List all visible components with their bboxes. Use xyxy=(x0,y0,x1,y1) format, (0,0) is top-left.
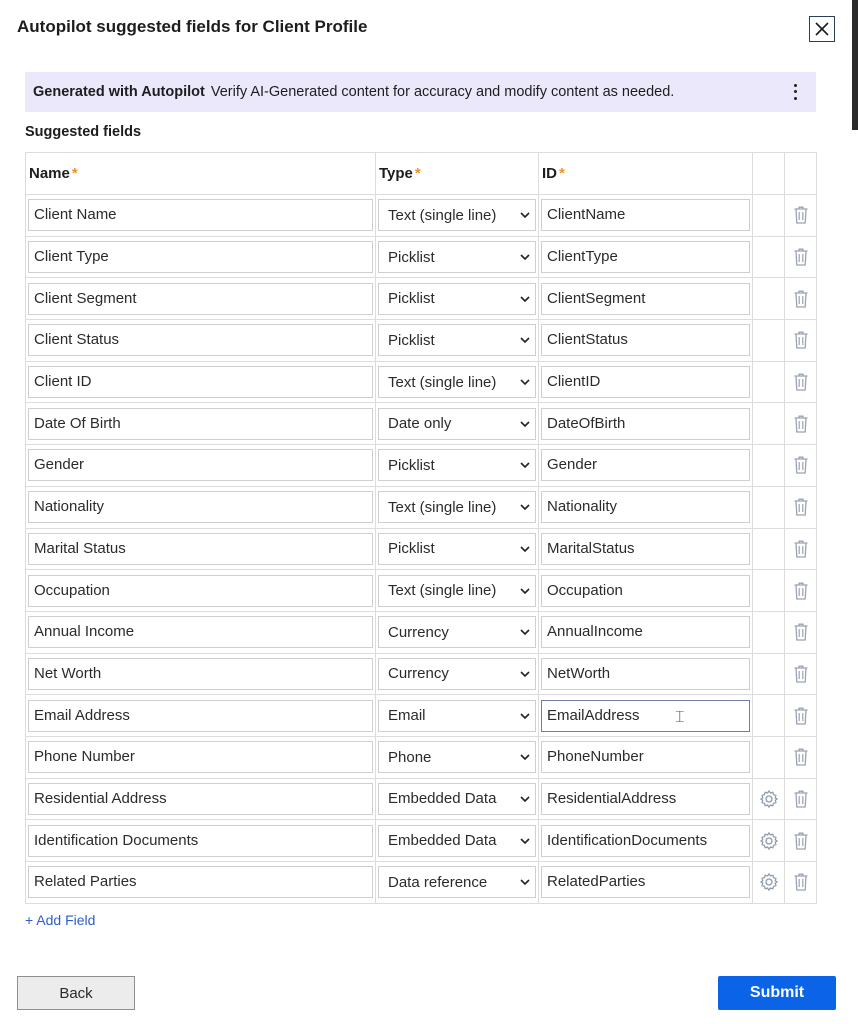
field-type-value: Currency xyxy=(388,623,449,641)
more-options-icon[interactable] xyxy=(788,82,802,102)
chevron-down-icon xyxy=(519,626,531,638)
chevron-down-icon xyxy=(519,334,531,346)
field-type-select[interactable] xyxy=(378,366,536,398)
field-name-input[interactable]: Gender xyxy=(28,449,373,481)
section-label: Suggested fields xyxy=(25,124,142,140)
delete-button[interactable] xyxy=(785,862,817,904)
field-type-value: Text (single line) xyxy=(388,498,497,516)
chevron-down-icon xyxy=(519,251,531,263)
field-name-input[interactable]: Marital Status xyxy=(28,533,373,565)
field-type-select[interactable] xyxy=(378,783,536,815)
trash-icon xyxy=(793,414,809,434)
delete-button[interactable] xyxy=(785,820,817,862)
chevron-down-icon xyxy=(519,293,531,305)
dialog-title: Autopilot suggested fields for Client Profile xyxy=(17,17,368,36)
trash-icon xyxy=(793,664,809,684)
delete-button[interactable] xyxy=(785,570,817,612)
chevron-down-icon xyxy=(519,376,531,388)
field-name-input[interactable]: Annual Income xyxy=(28,616,373,648)
table-row xyxy=(26,820,817,862)
field-type-select[interactable] xyxy=(378,491,536,523)
column-header-settings xyxy=(753,153,785,195)
settings-cell xyxy=(753,403,785,445)
field-type-select[interactable] xyxy=(378,741,536,773)
field-id-value: PhoneNumber xyxy=(547,748,644,766)
field-name-input[interactable]: Date Of Birth xyxy=(28,408,373,440)
field-id-value: ClientName xyxy=(547,206,626,224)
table-row xyxy=(26,320,817,362)
settings-cell xyxy=(753,486,785,528)
field-name-input[interactable]: Client Segment xyxy=(28,283,373,315)
trash-icon xyxy=(793,330,809,350)
table-row xyxy=(26,570,817,612)
field-name-input[interactable]: Client Type xyxy=(28,241,373,273)
field-id-input[interactable] xyxy=(541,783,750,815)
field-id-value: IdentificationDocuments xyxy=(547,831,708,849)
trash-icon xyxy=(793,539,809,559)
table-row xyxy=(26,361,817,403)
field-name-input[interactable]: Client ID xyxy=(28,366,373,398)
table-header-row xyxy=(26,153,817,195)
field-name-input[interactable]: Phone Number xyxy=(28,741,373,773)
field-type-select[interactable] xyxy=(378,324,536,356)
close-button[interactable] xyxy=(809,16,835,42)
field-id-input[interactable] xyxy=(541,241,750,273)
trash-icon xyxy=(793,831,809,851)
chevron-down-icon xyxy=(519,585,531,597)
trash-icon xyxy=(793,289,809,309)
field-type-select[interactable] xyxy=(378,700,536,732)
chevron-down-icon xyxy=(519,835,531,847)
delete-button[interactable] xyxy=(785,486,817,528)
table-row xyxy=(26,653,817,695)
field-name-input[interactable]: Residential Address xyxy=(28,783,373,815)
settings-cell xyxy=(753,653,785,695)
banner-title: Generated with Autopilot xyxy=(33,84,205,100)
field-id-input[interactable] xyxy=(541,700,750,732)
field-type-value: Embedded Data xyxy=(388,832,497,850)
field-type-value: Currency xyxy=(388,665,449,683)
delete-button[interactable] xyxy=(785,445,817,487)
field-id-input[interactable] xyxy=(541,491,750,523)
field-type-select[interactable] xyxy=(378,616,536,648)
delete-button[interactable] xyxy=(785,361,817,403)
gear-icon xyxy=(759,831,779,851)
table-row xyxy=(26,486,817,528)
delete-button[interactable] xyxy=(785,778,817,820)
chevron-down-icon xyxy=(519,876,531,888)
chevron-down-icon xyxy=(519,209,531,221)
trash-icon xyxy=(793,706,809,726)
field-id-input[interactable] xyxy=(541,366,750,398)
field-type-select[interactable] xyxy=(378,825,536,857)
background-edge xyxy=(852,0,858,130)
trash-icon xyxy=(793,497,809,517)
field-id-value: Occupation xyxy=(547,581,623,599)
chevron-down-icon xyxy=(519,668,531,680)
field-type-select[interactable] xyxy=(378,283,536,315)
column-header-id: ID * xyxy=(539,153,753,195)
settings-cell xyxy=(753,361,785,403)
field-name-input[interactable]: Occupation xyxy=(28,575,373,607)
trash-icon xyxy=(793,622,809,642)
settings-cell xyxy=(753,445,785,487)
delete-button[interactable] xyxy=(785,403,817,445)
field-id-value: AnnualIncome xyxy=(547,623,643,641)
close-icon xyxy=(815,22,829,36)
delete-button[interactable] xyxy=(785,611,817,653)
settings-cell[interactable] xyxy=(753,820,785,862)
field-type-select[interactable] xyxy=(378,575,536,607)
field-type-value: Date only xyxy=(388,415,452,433)
field-type-value: Text (single line) xyxy=(388,373,497,391)
column-header-delete xyxy=(785,153,817,195)
field-id-input[interactable] xyxy=(541,283,750,315)
field-type-value: Picklist xyxy=(388,331,435,349)
delete-button[interactable] xyxy=(785,278,817,320)
field-id-input[interactable] xyxy=(541,408,750,440)
table-row xyxy=(26,778,817,820)
table-row xyxy=(26,195,817,237)
table-row xyxy=(26,736,817,778)
table-row xyxy=(26,403,817,445)
delete-button[interactable] xyxy=(785,653,817,695)
field-type-select[interactable] xyxy=(378,199,536,231)
trash-icon xyxy=(793,581,809,601)
field-type-select[interactable] xyxy=(378,658,536,690)
field-id-input[interactable] xyxy=(541,449,750,481)
gear-icon xyxy=(759,789,779,809)
field-type-value: Picklist xyxy=(388,540,435,558)
delete-button[interactable] xyxy=(785,236,817,278)
field-type-value: Text (single line) xyxy=(388,206,497,224)
table-row xyxy=(26,862,817,904)
autopilot-banner xyxy=(25,72,816,112)
banner-text: Verify AI-Generated content for accuracy and modify content as needed. xyxy=(210,84,675,100)
field-name-input[interactable]: Email Address xyxy=(28,700,373,732)
field-name-input[interactable]: Nationality xyxy=(28,491,373,523)
back-button[interactable]: Back xyxy=(17,976,135,1010)
field-id-value: ResidentialAddress xyxy=(547,789,677,807)
delete-button[interactable] xyxy=(785,320,817,362)
text-cursor-icon: ⌶ xyxy=(675,708,685,726)
field-id-input[interactable] xyxy=(541,324,750,356)
settings-cell xyxy=(753,236,785,278)
chevron-down-icon xyxy=(519,459,531,471)
field-type-select[interactable] xyxy=(378,866,536,898)
field-type-value: Phone xyxy=(388,748,432,766)
chevron-down-icon xyxy=(519,543,531,555)
settings-cell xyxy=(753,278,785,320)
field-type-value: Picklist xyxy=(388,456,435,474)
column-header-name: Name * xyxy=(26,153,376,195)
field-type-value: Picklist xyxy=(388,248,435,266)
table-row xyxy=(26,236,817,278)
field-name-input[interactable]: Net Worth xyxy=(28,658,373,690)
field-id-input[interactable] xyxy=(541,825,750,857)
table-row xyxy=(26,695,817,737)
trash-icon xyxy=(793,872,809,892)
field-name-input[interactable]: Identification Documents xyxy=(28,825,373,857)
settings-cell xyxy=(753,736,785,778)
trash-icon xyxy=(793,455,809,475)
field-id-value: Nationality xyxy=(547,498,618,516)
table-row xyxy=(26,278,817,320)
settings-cell xyxy=(753,320,785,362)
settings-cell xyxy=(753,695,785,737)
settings-cell xyxy=(753,611,785,653)
settings-cell xyxy=(753,195,785,237)
chevron-down-icon xyxy=(519,710,531,722)
field-id-input[interactable] xyxy=(541,741,750,773)
field-id-value: DateOfBirth xyxy=(547,414,626,432)
field-type-select[interactable] xyxy=(378,408,536,440)
field-id-input[interactable] xyxy=(541,616,750,648)
gear-icon xyxy=(759,872,779,892)
submit-button[interactable]: Submit xyxy=(718,976,836,1010)
chevron-down-icon xyxy=(519,751,531,763)
table-row xyxy=(26,528,817,570)
delete-button[interactable] xyxy=(785,695,817,737)
field-id-input[interactable] xyxy=(541,866,750,898)
settings-cell xyxy=(753,570,785,612)
table-row xyxy=(26,611,817,653)
chevron-down-icon xyxy=(519,418,531,430)
field-name-input[interactable]: Client Name xyxy=(28,199,373,231)
trash-icon xyxy=(793,789,809,809)
settings-cell xyxy=(753,528,785,570)
column-header-type: Type * xyxy=(376,153,539,195)
field-id-input[interactable] xyxy=(541,533,750,565)
field-id-value: RelatedParties xyxy=(547,873,646,891)
trash-icon xyxy=(793,747,809,767)
add-field-link[interactable]: + Add Field xyxy=(25,912,96,928)
delete-button[interactable] xyxy=(785,195,817,237)
chevron-down-icon xyxy=(519,501,531,513)
trash-icon xyxy=(793,205,809,225)
field-id-value: NetWorth xyxy=(547,664,611,682)
field-id-value: EmailAddress xyxy=(547,706,640,724)
field-id-value: MaritalStatus xyxy=(547,539,635,557)
trash-icon xyxy=(793,372,809,392)
table-row xyxy=(26,445,817,487)
field-type-value: Text (single line) xyxy=(388,582,497,600)
field-type-select[interactable] xyxy=(378,449,536,481)
field-name-input[interactable]: Client Status xyxy=(28,324,373,356)
delete-button[interactable] xyxy=(785,528,817,570)
field-name-input[interactable]: Related Parties xyxy=(28,866,373,898)
field-type-value: Email xyxy=(388,707,426,725)
field-id-input[interactable] xyxy=(541,199,750,231)
field-type-value: Embedded Data xyxy=(388,790,497,808)
field-type-value: Picklist xyxy=(388,290,435,308)
field-type-value: Data reference xyxy=(388,873,488,891)
chevron-down-icon xyxy=(519,793,531,805)
settings-cell[interactable] xyxy=(753,862,785,904)
field-id-value: ClientID xyxy=(547,373,601,391)
field-id-value: ClientType xyxy=(547,248,618,266)
field-id-value: Gender xyxy=(547,456,598,474)
field-type-select[interactable] xyxy=(378,533,536,565)
field-id-value: ClientStatus xyxy=(547,331,628,349)
settings-cell[interactable] xyxy=(753,778,785,820)
fields-table xyxy=(25,152,817,904)
field-id-input[interactable] xyxy=(541,658,750,690)
field-id-value: ClientSegment xyxy=(547,289,646,307)
delete-button[interactable] xyxy=(785,736,817,778)
field-id-input[interactable] xyxy=(541,575,750,607)
field-type-select[interactable] xyxy=(378,241,536,273)
trash-icon xyxy=(793,247,809,267)
